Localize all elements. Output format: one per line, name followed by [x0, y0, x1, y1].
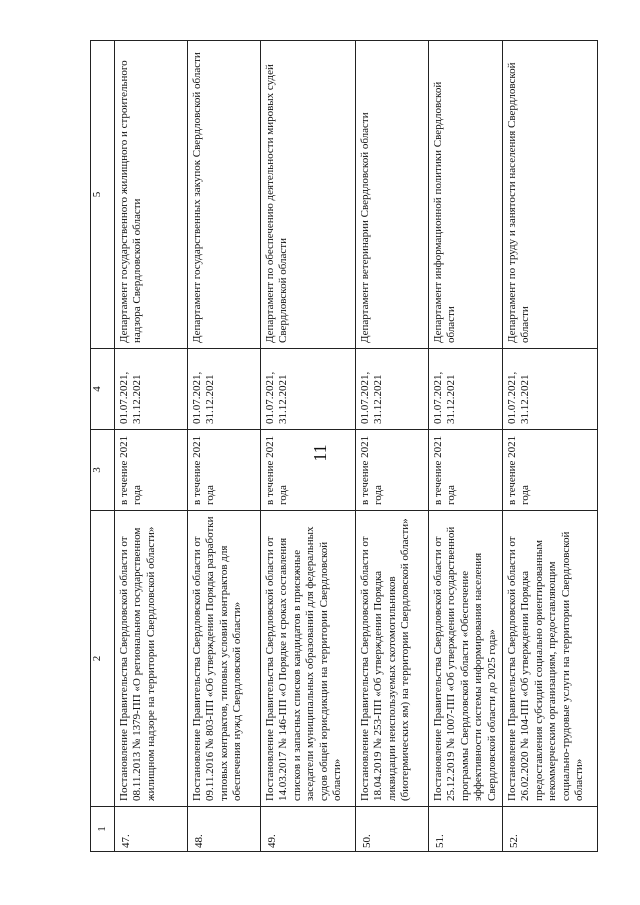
- row-dates: 01.07.2021, 31.12.2021: [429, 349, 503, 430]
- row-responsible: Департамент государственного жилищного и строительного надзора Свердловской области: [115, 41, 188, 349]
- row-number: 47.: [115, 807, 188, 852]
- row-document: Постановление Правительства Свердловской области от 26.02.2020 № 104-ПП «Об утверждении Порядка предоставления субсидий социально ориентированным некоммерческим организациям, предоставляющим социально-трудовые услуги на территории Свердловской области»: [503, 511, 598, 807]
- row-responsible: Департамент по обеспечению деятельности мировых судей Свердловской области: [261, 41, 356, 349]
- page-number: 11: [310, 444, 330, 462]
- row-document: Постановление Правительства Свердловской области от 14.03.2017 № 146-ПП «О Порядке и сроках составления списков и запасных списков кандидатов в присяжные заседатели муниципальных образований для федеральных судов общей юрисдикции на территории Свердловской области»: [261, 511, 356, 807]
- row-document: Постановление Правительства Свердловской области от 08.11.2013 № 1379-ПП «О региональном государственном жилищном надзоре на территории Свердловской области»: [115, 511, 188, 807]
- column-header-4: 4: [91, 349, 115, 430]
- row-period: в течение 2021 года: [356, 430, 429, 511]
- table-row: [503, 41, 598, 852]
- column-header-5: 5: [91, 41, 115, 349]
- row-responsible: Департамент по труду и занятости населения Свердловской области: [503, 41, 598, 349]
- column-header-2: 2: [91, 511, 115, 807]
- row-period: в течение 2021 года: [503, 430, 598, 511]
- header-row: [91, 41, 115, 852]
- row-responsible: Департамент информационной политики Свердловской области: [429, 41, 503, 349]
- row-dates: 01.07.2021, 31.12.2021: [356, 349, 429, 430]
- row-dates: 01.07.2021, 31.12.2021: [503, 349, 598, 430]
- row-period: в течение 2021 года: [115, 430, 188, 511]
- table-row: [356, 41, 429, 852]
- row-dates: 01.07.2021, 31.12.2021: [261, 349, 356, 430]
- row-number: 51.: [429, 807, 503, 852]
- row-number: 48.: [188, 807, 261, 852]
- table-row: [261, 41, 356, 852]
- table-row: [115, 41, 188, 852]
- row-responsible: Департамент государственных закупок Свердловской области: [188, 41, 261, 349]
- table-row: [188, 41, 261, 852]
- row-number: 52.: [503, 807, 598, 852]
- row-period: в течение 2021 года: [261, 430, 356, 511]
- rotated-page-content: [90, 52, 586, 852]
- row-document: Постановление Правительства Свердловской области от 25.12.2019 № 1007-ПП «Об утверждении государственной программы Свердловской области «Обеспечение эффективности системы информирования населения Свердловской области до 2025 года»: [429, 511, 503, 807]
- row-responsible: Департамент ветеринарии Свердловской области: [356, 41, 429, 349]
- row-number: 49.: [261, 807, 356, 852]
- row-document: Постановление Правительства Свердловской области от 09.11.2016 № 803-ПП «Об утверждении Порядка разработки типовых контрактов, типовых условий контрактов для обеспечения нужд Свердловской области»: [188, 511, 261, 807]
- row-period: в течение 2021 года: [429, 430, 503, 511]
- column-header-3: 3: [91, 430, 115, 511]
- row-period: в течение 2021 года: [188, 430, 261, 511]
- row-number: 50.: [356, 807, 429, 852]
- row-dates: 01.07.2021, 31.12.2021: [115, 349, 188, 430]
- regulations-table: [90, 40, 598, 852]
- table-row: [429, 41, 503, 852]
- row-dates: 01.07.2021, 31.12.2021: [188, 349, 261, 430]
- row-document: Постановление Правительства Свердловской области от 18.04.2019 № 253-ПП «Об утверждении Порядка ликвидации неиспользуемых скотомогильников (биотермических ям) на территории Свердловской области»: [356, 511, 429, 807]
- column-header-1: 1: [91, 807, 115, 852]
